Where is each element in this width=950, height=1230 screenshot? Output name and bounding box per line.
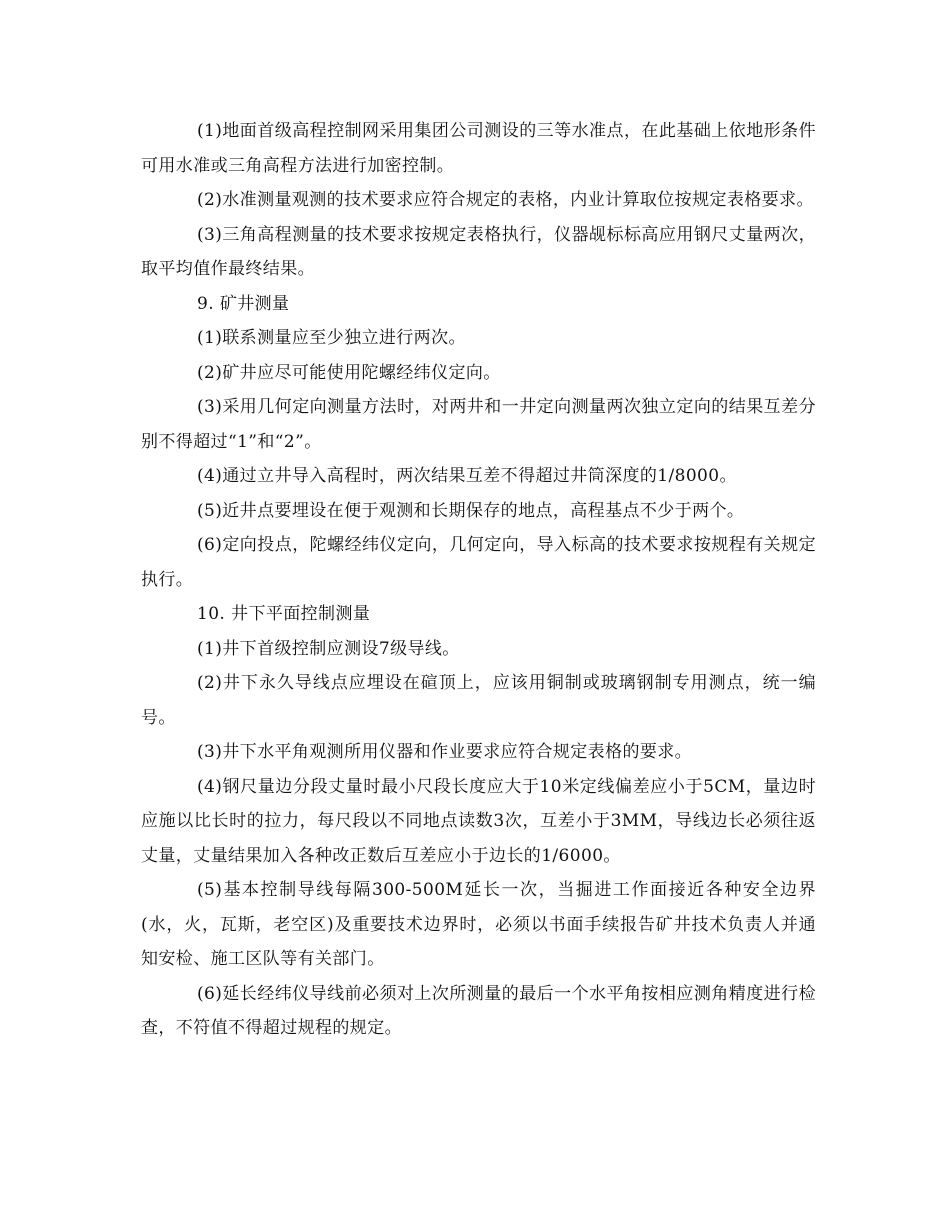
paragraph-connection-survey: (1)联系测量应至少独立进行两次。 bbox=[197, 328, 466, 348]
section-heading-mine-survey: 9. 矿井测量 bbox=[197, 293, 290, 314]
paragraph-trigonometric-leveling: (3)三角高程测量的技术要求按规定表格执行，仪器觇标标高应用钢尺丈量两次，取平均值作最终结果。 bbox=[141, 224, 816, 279]
paragraph-steel-tape-measurement: (4)钢尺量边分段丈量时最小尺段长度应大于10米定线偏差应小于5CM，量边时应施以比长时的拉力，每尺段以不同地点读数3次，互差小于3MM，导线边长必须往返丈量，丈量结果加入各种改正数后互差应小于边长的1/6000。 bbox=[141, 776, 816, 866]
paragraph-elevation-control-network: (1)地面首级高程控制网采用集团公司测设的三等水准点，在此基础上依地形条件可用水准或三角高程方法进行加密控制。 bbox=[141, 121, 816, 176]
paragraph-near-shaft-points: (5)近井点要埋设在便于观测和长期保存的地点，高程基点不少于两个。 bbox=[197, 500, 745, 521]
paragraph-orientation-technical-requirements: (6)定向投点，陀螺经纬仪定向，几何定向，导入标高的技术要求按规程有关规定执行。 bbox=[141, 535, 816, 590]
paragraph-first-level-traverse: (1)井下首级控制应测设7级导线。 bbox=[197, 638, 460, 659]
paragraph-geometric-orientation: (3)采用几何定向测量方法时，对两井和一井定向测量两次独立定向的结果互差分别不得超过“1”和“2”。 bbox=[141, 397, 816, 452]
paragraph-leveling-requirements: (2)水准测量观测的技术要求应符合规定的表格，内业计算取位按规定表格要求。 bbox=[197, 190, 814, 210]
paragraph-horizontal-angle-observation: (3)井下水平角观测所用仪器和作业要求应符合规定表格的要求。 bbox=[197, 742, 693, 762]
paragraph-permanent-traverse-points: (2)井下永久导线点应埋设在碹顶上，应该用铜制或玻璃钢制专用测点，统一编号。 bbox=[141, 673, 816, 728]
section-heading-underground-control: 10. 井下平面控制测量 bbox=[197, 604, 371, 624]
paragraph-angle-check: (6)延长经纬仪导线前必须对上次所测量的最后一个水平角按相应测角精度进行检查，不符值不得超过规程的规定。 bbox=[141, 983, 816, 1038]
paragraph-traverse-extension: (5)基本控制导线每隔300-500M延长一次，当掘进工作面接近各种安全边界(水，火，瓦斯，老空区)及重要技术边界时，必须以书面手续报告矿井技术负责人并通知安检、施工区队等有关部门。 bbox=[141, 880, 816, 969]
paragraph-gyro-orientation: (2)矿井应尽可能使用陀螺经纬仪定向。 bbox=[197, 362, 501, 383]
document-body bbox=[141, 114, 816, 1046]
paragraph-shaft-elevation-transfer: (4)通过立井导入高程时，两次结果互差不得超过井筒深度的1/8000。 bbox=[197, 466, 737, 486]
